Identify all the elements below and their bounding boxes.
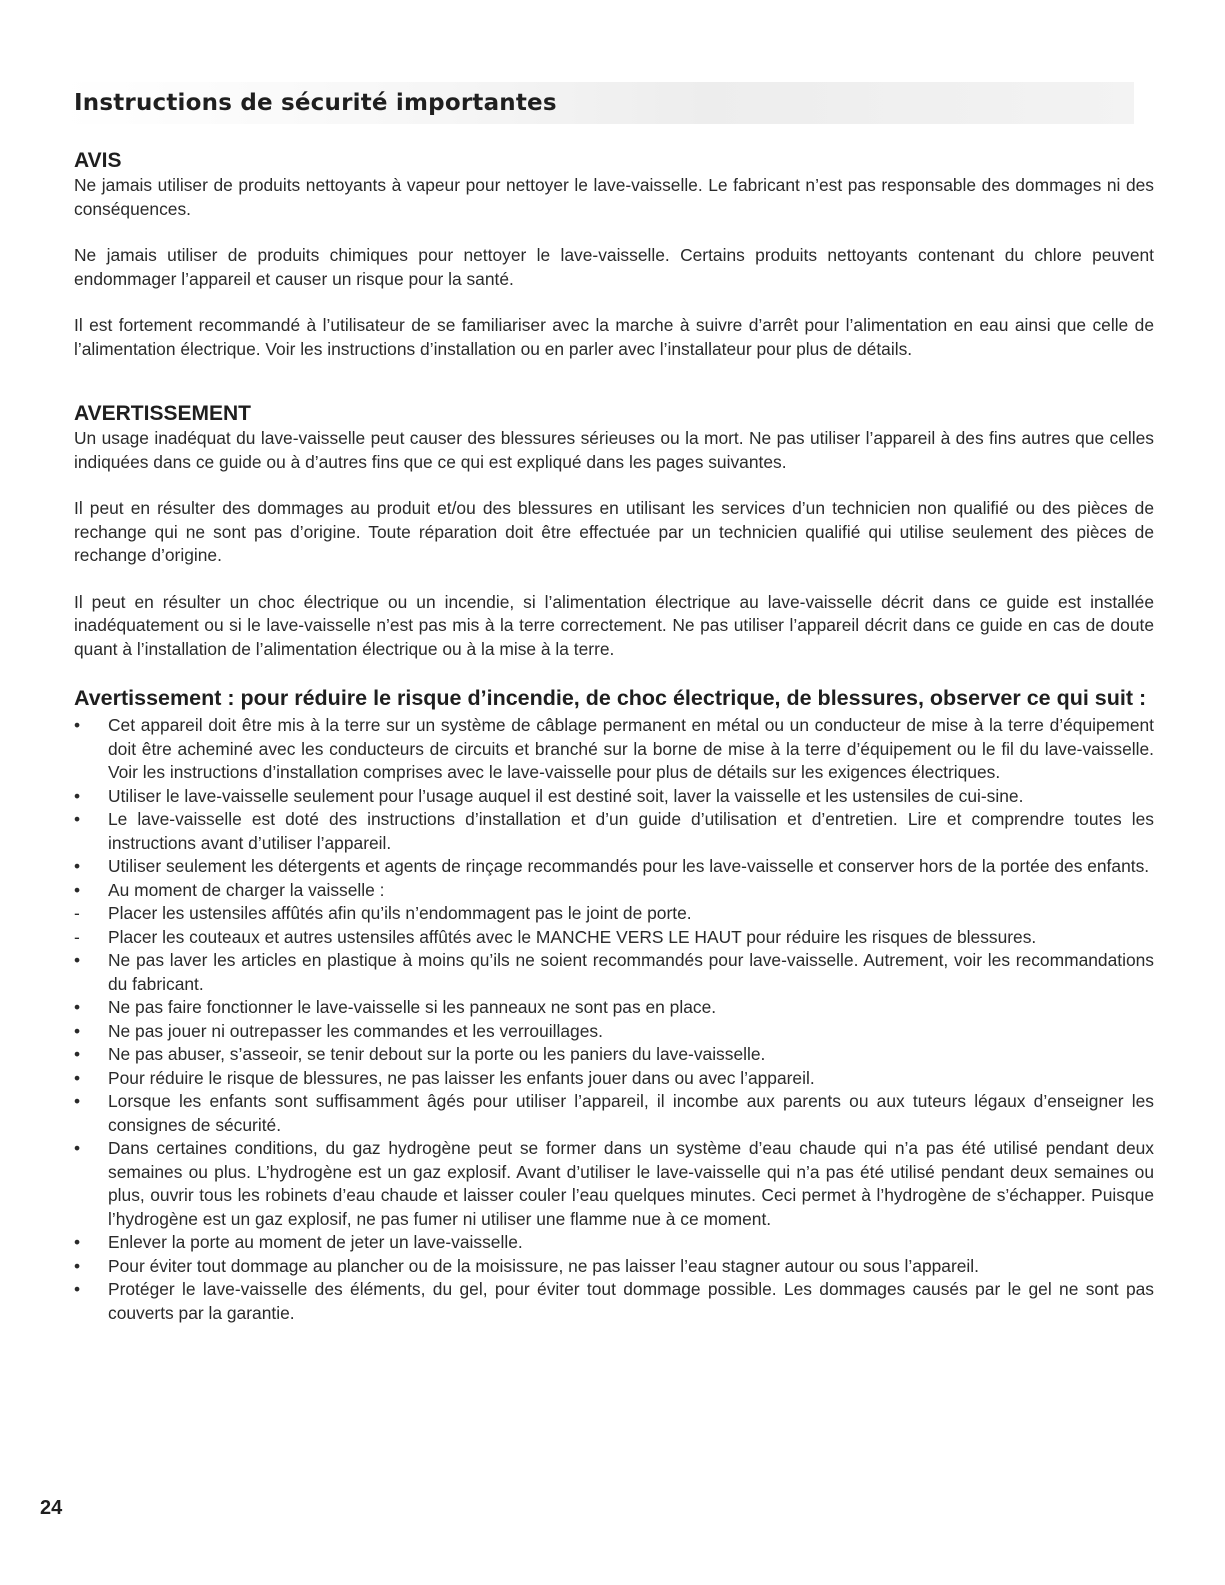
avertissement-paragraph: Il peut en résulter un choc électrique ou un incendie, si l’alimentation électrique au lave-vaisselle décrit dans ce guide est installée inadéquatement ou si le lave-vaisselle n’est pas mis à la terre correctement. Ne pas utiliser l’appareil décrit dans ce guide en cas de doute quant à l’installation de l’alimentation électrique ou à la mise à la terre.	[74, 591, 1154, 659]
avertissement-section	[74, 401, 1154, 661]
avis-paragraph: Ne jamais utiliser de produits chimiques pour nettoyer le lave-vaisselle. Certains produits nettoyants contenant du chlore peuvent endommager l’appareil et causer un risque pour la santé.	[74, 245, 1154, 289]
list-item	[74, 1090, 1154, 1137]
avertissement-paragraph: Un usage inadéquat du lave-vaisselle peut causer des blessures sérieuses ou la mort. Ne pas utiliser l’appareil à des fins autres que celles indiquées dans ce guide ou à d’autres fins que ce qui est expliqué dans les pages suivantes.	[74, 428, 1154, 472]
page-number: 24	[40, 1497, 63, 1519]
bullet-marker: •	[74, 1067, 81, 1088]
list-item-text: Pour réduire le risque de blessures, ne pas laisser les enfants jouer dans ou avec l’appareil.	[108, 1067, 815, 1088]
list-item-text: Ne pas faire fonctionner le lave-vaisselle si les panneaux ne sont pas en place.	[108, 997, 717, 1017]
list-item	[74, 1067, 1154, 1091]
list-item-text: Ne pas jouer ni outrepasser les commandes et les verrouillages.	[108, 1020, 603, 1041]
list-item	[74, 808, 1154, 855]
list-item-text: Protéger le lave-vaisselle des éléments, du gel, pour éviter tout dommage possible. Les dommages causés par le gel ne sont pas couverts par la garantie.	[108, 1279, 1154, 1323]
warning-list-heading: Avertissement : pour réduire le risque d’incendie, de choc électrique, de blessures, observer ce qui suit :	[74, 686, 1147, 710]
list-item	[74, 1020, 1154, 1044]
list-item	[74, 996, 1154, 1020]
list-item-text: Placer les couteaux et autres ustensiles affûtés avec le MANCHE VERS LE HAUT pour réduire les risques de blessures.	[108, 926, 1037, 947]
list-item-text: Cet appareil doit être mis à la terre sur un système de câblage permanent en métal ou un conducteur de mise à la terre d’équipement doit être acheminé avec les conducteurs de circuits et branché sur la borne de mise à la terre d’équipement ou le fil du lave-vaisselle. Voir les instructions d’installation comprises avec le lave-vaisselle pour plus de détails sur les exigences électriques.	[108, 715, 1154, 782]
list-item-text: Ne pas laver les articles en plastique à moins qu’ils ne soient recommandés pour lave-vaisselle. Autrement, voir les recommandations du fabricant.	[108, 950, 1154, 994]
list-item-text: Utiliser le lave-vaisselle seulement pour l’usage auquel il est destiné soit, laver la vaisselle et les ustensiles de cui-sine.	[108, 785, 1024, 806]
bullet-marker: •	[74, 1279, 81, 1299]
list-item-text: Le lave-vaisselle est doté des instructions d’installation et d’un guide d’utilisation et d’entretien. Lire et comprendre toutes les instructions avant d’utiliser l’appareil.	[108, 809, 1154, 853]
bullet-marker: •	[74, 879, 81, 900]
list-item	[74, 879, 1154, 903]
list-item	[74, 926, 1154, 950]
bullet-marker: •	[74, 1091, 81, 1111]
page-content	[74, 148, 1154, 1325]
bullet-marker: •	[74, 1138, 81, 1158]
avis-paragraph: Ne jamais utiliser de produits nettoyants à vapeur pour nettoyer le lave-vaisselle. Le fabricant n’est pas responsable des dommages ni des conséquences.	[74, 175, 1154, 219]
list-item	[74, 1255, 1154, 1279]
bullet-marker: •	[74, 809, 81, 829]
warning-list-section	[74, 684, 1154, 1325]
list-item-text: Utiliser seulement les détergents et agents de rinçage recommandés pour les lave-vaisselle et conserver hors de la portée des enfants.	[108, 856, 1150, 876]
list-item	[74, 1043, 1154, 1067]
bullet-marker: •	[74, 950, 81, 970]
list-item	[74, 855, 1154, 879]
bullet-marker: •	[74, 856, 81, 876]
avertissement-paragraph: Il peut en résulter des dommages au produit et/ou des blessures en utilisant les services d’un technicien non qualifié ou des pièces de rechange qui ne sont pas d’origine. Toute réparation doit être effectuée par un technicien qualifié qui utilise seulement des pièces de rechange d’origine.	[74, 498, 1154, 565]
bullet-marker: •	[74, 1255, 81, 1276]
list-item	[74, 902, 1154, 926]
bullet-marker: •	[74, 715, 81, 735]
dash-marker: -	[74, 903, 80, 923]
avertissement-heading: AVERTISSEMENT	[74, 402, 251, 425]
list-item-text: Pour éviter tout dommage au plancher ou de la moisissure, ne pas laisser l’eau stagner autour ou sous l’appareil.	[108, 1255, 979, 1276]
dash-marker: -	[74, 926, 80, 947]
avis-section	[74, 148, 1154, 361]
page-title-banner	[62, 82, 1134, 124]
page-title: Instructions de sécurité importantes	[74, 90, 557, 116]
bullet-marker: •	[74, 1232, 81, 1252]
list-item-text: Placer les ustensiles affûtés afin qu’ils n’endommagent pas le joint de porte.	[108, 903, 692, 923]
list-item-text: Au moment de charger la vaisselle :	[108, 879, 385, 900]
list-item	[74, 1231, 1154, 1255]
safety-list	[74, 714, 1154, 1325]
list-item	[74, 1278, 1154, 1325]
avis-paragraph: Il est fortement recommandé à l’utilisateur de se familiariser avec la marche à suivre d’arrêt pour l’alimentation en eau ainsi que celle de l’alimentation électrique. Voir les instructions d’installation ou en parler avec l’installateur pour plus de détails.	[74, 315, 1154, 359]
bullet-marker: •	[74, 1020, 81, 1041]
list-item-text: Ne pas abuser, s’asseoir, se tenir debout sur la porte ou les paniers du lave-vaisselle.	[108, 1044, 766, 1064]
avis-heading: AVIS	[74, 149, 122, 172]
list-item	[74, 714, 1154, 785]
list-item-text: Dans certaines conditions, du gaz hydrogène peut se former dans un système d’eau chaude qui n’a pas été utilisé pendant deux semaines ou plus. L’hydrogène est un gaz explosif. Avant d’utiliser le lave-vaisselle qui n’a pas été utilisé pendant deux semaines ou plus, ouvrir tous les robinets d’eau chaude et laisser couler l’eau quelques minutes. Ceci permet à l’hydrogène de s’échapper. Puisque l’hydrogène est un gaz explosif, ne pas fumer ni utiliser une flamme nue à ce moment.	[108, 1138, 1154, 1229]
list-item	[74, 785, 1154, 809]
bullet-marker: •	[74, 785, 81, 806]
list-item	[74, 949, 1154, 996]
bullet-marker: •	[74, 997, 81, 1017]
list-item-text: Lorsque les enfants sont suffisamment âgés pour utiliser l’appareil, il incombe aux parents ou aux tuteurs légaux d’enseigner les consignes de sécurité.	[108, 1091, 1154, 1135]
list-item	[74, 1137, 1154, 1231]
bullet-marker: •	[74, 1044, 81, 1064]
list-item-text: Enlever la porte au moment de jeter un lave-vaisselle.	[108, 1232, 523, 1252]
